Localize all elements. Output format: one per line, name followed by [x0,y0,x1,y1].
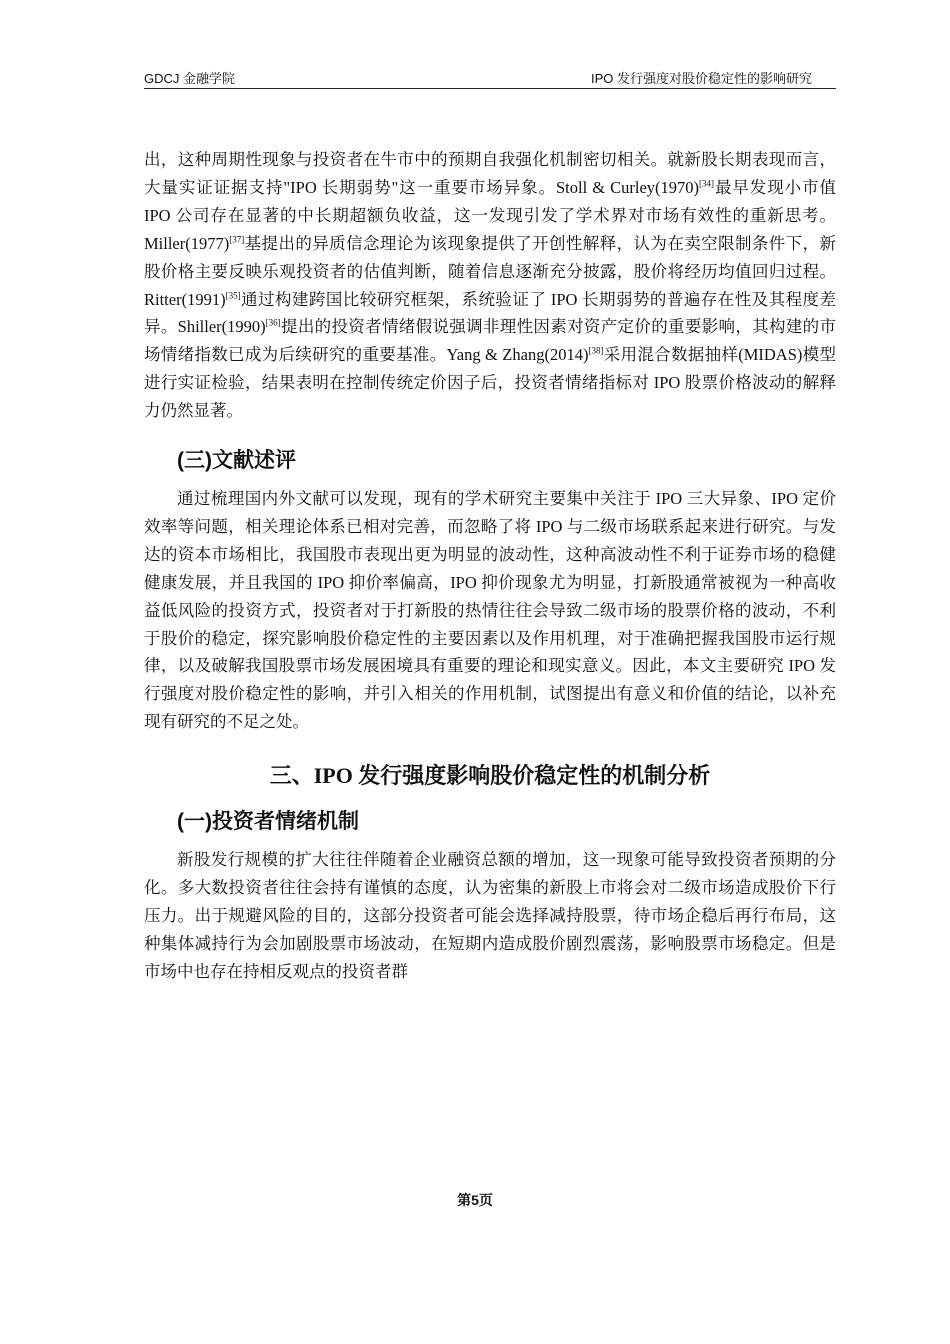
para1-text-4: 通过构建跨国比较研究框架，系统验证了 IPO 长期弱势的普遍存在性及其程度差异。Shiller(1990) [144,289,836,337]
paragraph-literature-review: 通过梳理国内外文献可以发现，现有的学术研究主要集中关注于 IPO 三大异象、IPO 定价效率等问题，相关理论体系已相对完善，而忽略了将 IPO 与二级市场联系起来进行研究。与发达的资本市场相比，我国股市表现出更为明显的波动性，这种高波动性不利于证券市场的稳健健康发展，并且我国的 IPO 抑价率偏高，IPO 抑价现象尤为明显，打新股通常被视为一种高收益低风险的投资方式，投资者对于打新股的热情往往会导致二级市场的股票价格的波动，不利于股价的稳定，探究影响股价稳定性的主要因素以及作用机理，对于准确把握我国股市运行规律，以及破解我国股票市场发展困境具有重要的理论和现实意义。因此，本文主要研究 IPO 发行强度对股价稳定性的影响，并引入相关的作用机制，试图提出有意义和价值的结论，以补充现有研究的不足之处。 [144,488,836,732]
page-body [144,146,836,985]
paragraph-literature-long-term [144,146,836,425]
citation-37: [37] [229,234,245,245]
para1-text-2: 最早发现小市值 IPO 公司存在显著的中长期超额负收益，这一发现引发了学术界对市场有效性的重新思考。Miller(1977) [144,177,837,253]
page-number: 第5页 [457,1192,493,1208]
para1-text-6: 采用混合数据抽样(MIDAS)模型进行实证检验，结果表明在控制传统定价因子后，投资者情绪指标对 IPO 股票价格波动的解释力仍然显著。 [144,345,836,421]
page-header [144,66,836,89]
paragraph-investor-sentiment: 新股发行规模的扩大往往伴随着企业融资总额的增加，这一现象可能导致投资者预期的分化。多大数投资者往往会持有谨慎的态度，认为密集的新股上市将会对二级市场造成股价下行压力。出于规避风险的目的，这部分投资者可能会选择减持股票，待市场企稳后再行布局，这种集体减持行为会加剧股票市场波动，在短期内造成股价剧烈震荡，影响股票市场稳定。但是市场中也存在持相反观点的投资者群 [144,849,836,981]
para1-text-5: 提出的投资者情绪假说强调非理性因素对资产定价的重要影响，其构建的市场情绪指数已成为后续研究的重要基准。Yang & Zhang(2014) [144,317,836,365]
citation-35: [35] [225,290,241,301]
section-heading-literature-review: (三)文献述评 [177,449,296,473]
header-right: IPO 发行强度对股价稳定性的影响研究 [590,71,812,86]
header-left: GDCJ 金融学院 [144,71,236,86]
para1-text-1: 出，这种周期性现象与投资者在牛市中的预期自我强化机制密切相关。就新股长期表现而言，大量实证证据支持"IPO 长期弱势"这一重要市场异象。Stoll & Curley(1970) [144,150,836,197]
para1-text-3: 基提出的异质信念理论为该现象提供了开创性解释，认为在卖空限制条件下，新股价格主要反映乐观投资者的估值判断，随着信息逐渐充分披露，股价将经历均值回归过程。Ritter(1991) [144,233,836,309]
citation-34: [34] [699,178,715,189]
citation-36: [36] [265,317,281,328]
section-heading-investor-sentiment: (一)投资者情绪机制 [177,810,359,834]
citation-38: [38] [588,345,604,356]
chapter-heading: 三、IPO 发行强度影响股价稳定性的机制分析 [269,763,711,789]
